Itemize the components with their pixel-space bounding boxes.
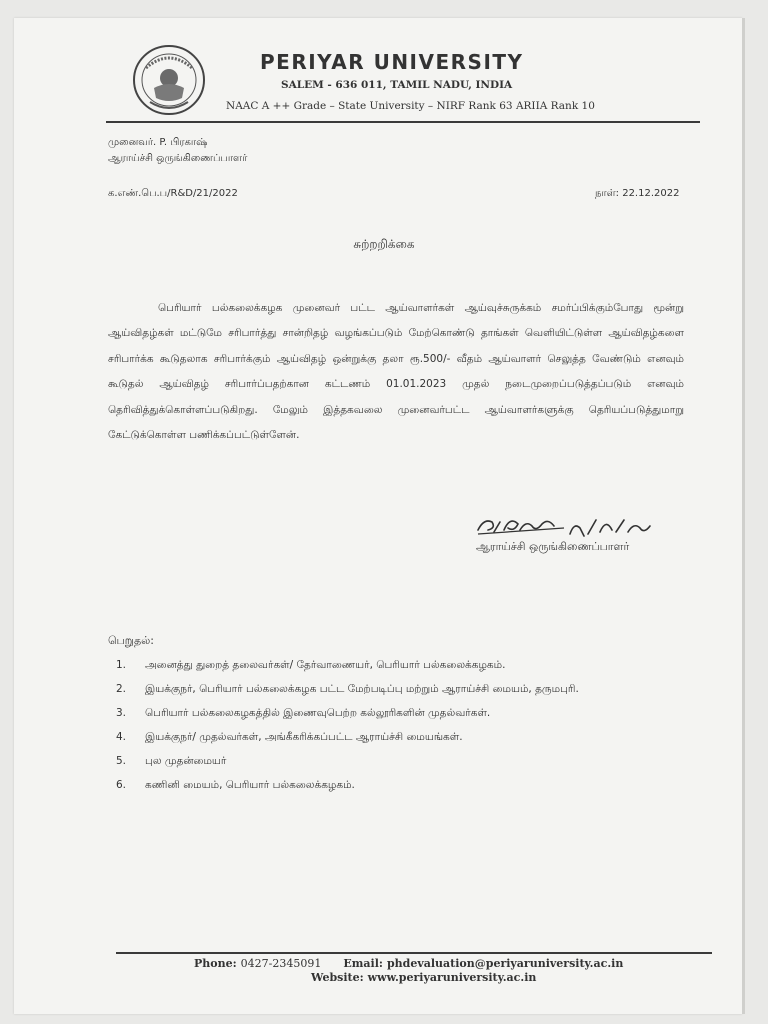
- phone-number: 0427-2345091: [240, 957, 322, 970]
- footer-divider: [116, 952, 712, 954]
- footer-website: [311, 971, 536, 984]
- website-link[interactable]: www.periyaruniversity.ac.in: [367, 971, 537, 984]
- university-name: PERIYAR UNIVERSITY: [260, 50, 524, 74]
- email-address[interactable]: phdevaluation@periyaruniversity.ac.in: [386, 957, 624, 970]
- header-divider: [106, 121, 700, 123]
- list-item: 3. பெரியார் பல்கலைகழகத்தில் இணைவுபெற்ற கல்லூரிகளின் முதல்வர்கள்.: [116, 707, 491, 719]
- accreditation-line: NAAC A ++ Grade – State University – NIRF Rank 63 ARIIA Rank 10: [226, 100, 595, 112]
- website-label: Website:: [311, 971, 364, 984]
- list-item: 1. அனைத்து துறைத் தலைவர்கள்/ தேர்வாணையர், பெரியார் பல்கலைக்கழகம்.: [116, 659, 506, 671]
- reference-number: க.எண்.பெ.ப/R&D/21/2022: [108, 188, 238, 199]
- sender-title: ஆராய்ச்சி ஒருங்கிணைப்பாளர்: [108, 153, 248, 164]
- sender-name: முனைவர். P. பிரகாஷ்: [108, 137, 208, 148]
- university-seal-icon: [132, 44, 206, 116]
- copy-to-list: [116, 657, 716, 801]
- handwritten-signature: [474, 508, 664, 542]
- university-address: SALEM - 636 011, TAMIL NADU, INDIA: [281, 79, 513, 91]
- phone-label: Phone:: [194, 957, 237, 970]
- letter-date: நாள்: 22.12.2022: [595, 188, 680, 199]
- list-item: 2. இயக்குநர், பெரியார் பல்கலைக்கழக பட்ட மேற்படிப்பு மற்றும் ஆராய்ச்சி மையம், தருமபுரி.: [116, 683, 579, 695]
- circular-body: பெரியார் பல்கலைக்கழக முனைவர் பட்ட ஆய்வாளர்கள் ஆய்வுச்சுருக்கம் சமர்ப்பிக்கும்போது மூன்று ஆய்விதழ்கள் மட்டுமே சரிபார்த்து சான்றிதழ் வழங்கப்படும் மேற்கொண்டு தாங்கள் வெளியிட்டுள்ள ஆய்விதழ்களை சரிபார்க்க கூடுதலாக சரிபார்க்கும் ஆய்விதழ் ஒன்றுக்கு தலா ரூ.500/- வீதம் ஆய்வாளர் செலுத்த வேண்டும் எனவும் கூடுதல் ஆய்விதழ் சரிபார்ப்பதற்கான கட்டணம் 01.01.2023 முதல் நடைமுறைப்படுத்தப்படும் எனவும் தெரிவித்துக்கொள்ளப்படுகிறது. மேலும் இத்தகவலை முனைவர்பட்ட ஆய்வாளர்களுக்கு தெரியப்படுத்துமாறு கேட்டுக்கொள்ள பணிக்கப்பட்டுள்ளேன்.: [108, 302, 684, 442]
- page-edge: [742, 18, 745, 1014]
- list-item: 4. இயக்குநர்/ முதல்வர்கள், அங்கீகரிக்கப்பட்ட ஆராய்ச்சி மையங்கள்.: [116, 731, 463, 743]
- footer-contact: [194, 957, 623, 970]
- email-label: Email:: [343, 957, 383, 970]
- circular-heading: சுற்றறிக்கை: [353, 237, 415, 251]
- list-item: 5. புல முதன்மையர்: [116, 755, 227, 767]
- list-item: 6. கணினி மையம், பெரியார் பல்கலைக்கழகம்.: [116, 779, 355, 791]
- copy-to-label: பெறுதல்:: [108, 634, 154, 647]
- signatory-designation: ஆராய்ச்சி ஒருங்கிணைப்பாளர்: [476, 540, 630, 553]
